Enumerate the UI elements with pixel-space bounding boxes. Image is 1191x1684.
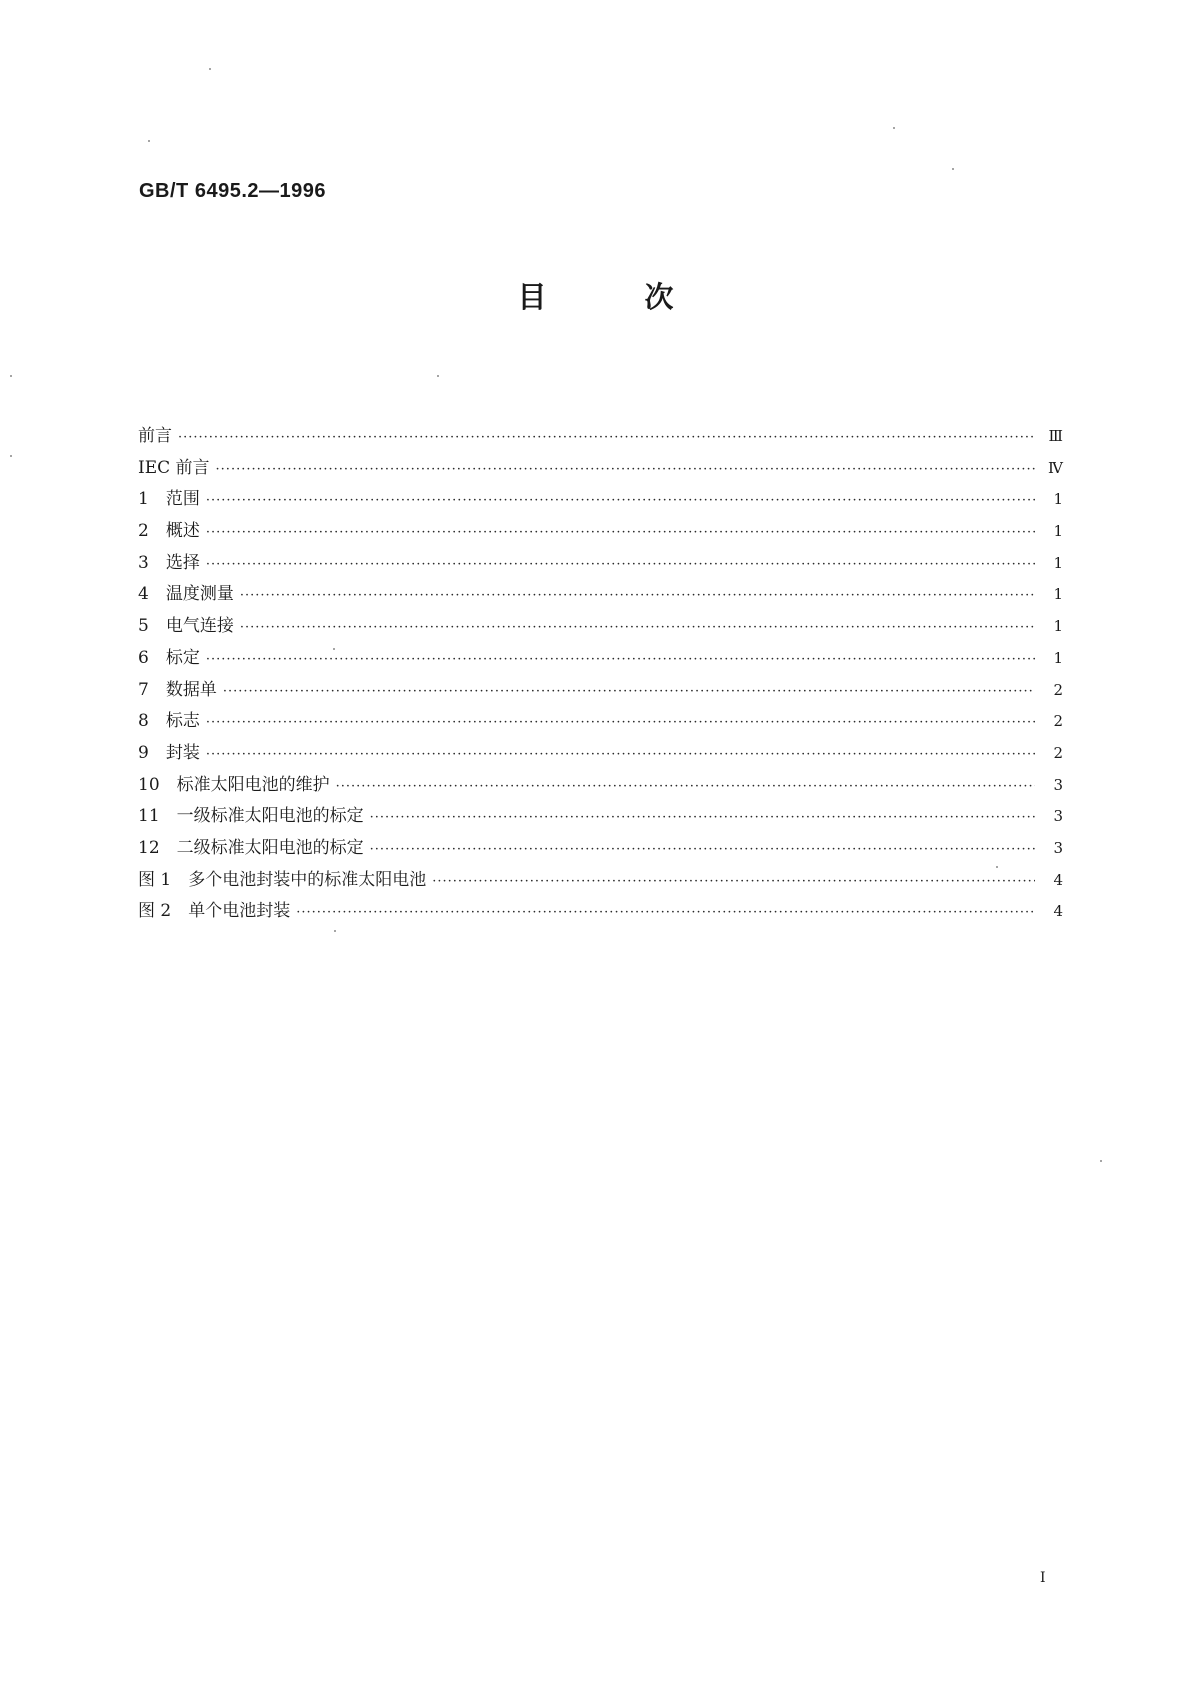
- toc-entry-label: IEC 前言: [138, 453, 216, 478]
- scan-speck: [333, 648, 335, 650]
- toc-entry-10[interactable]: [138, 770, 1063, 802]
- toc-entry-page: 2: [1053, 743, 1063, 762]
- toc-entry-page: 4: [1053, 902, 1063, 921]
- scan-speck: [996, 866, 998, 868]
- dot-leader: [240, 620, 1035, 635]
- table-of-contents: [138, 421, 1063, 928]
- toc-entry-label: 8 标志: [138, 706, 206, 731]
- toc-entry-9[interactable]: [138, 738, 1063, 770]
- toc-entry-label: 6 标定: [138, 643, 206, 668]
- toc-entry-page: 1: [1053, 553, 1063, 572]
- toc-entry-page: Ⅳ: [1048, 458, 1063, 477]
- toc-entry-label: 4 温度测量: [138, 579, 240, 604]
- toc-entry-label: 7 数据单: [138, 675, 223, 700]
- dot-leader: [206, 493, 1035, 508]
- toc-entry-page: 1: [1053, 648, 1063, 667]
- toc-entry-3[interactable]: [138, 548, 1063, 580]
- dot-leader: [336, 779, 1035, 794]
- dot-leader: [206, 525, 1035, 540]
- dot-leader: [206, 557, 1035, 572]
- toc-entry-page: Ⅲ: [1048, 427, 1063, 445]
- dot-leader: [240, 588, 1035, 603]
- document-id: GB/T 6495.2—1996: [139, 180, 326, 202]
- toc-entry-label: 9 封装: [138, 738, 206, 763]
- toc-entry-label: 12 二级标准太阳电池的标定: [138, 833, 370, 858]
- toc-entry-5[interactable]: [138, 611, 1063, 643]
- toc-entry-page: 1: [1053, 617, 1063, 636]
- dot-leader: [178, 430, 1035, 445]
- toc-entry-2[interactable]: [138, 516, 1063, 548]
- toc-entry-12[interactable]: [138, 833, 1063, 865]
- toc-entry-7[interactable]: [138, 675, 1063, 707]
- scan-speck: [334, 930, 336, 932]
- scan-speck: [1100, 1160, 1102, 1162]
- toc-entry-label: 2 概述: [138, 516, 206, 541]
- dot-leader: [206, 715, 1035, 730]
- scan-speck: [10, 455, 12, 457]
- toc-entry-11[interactable]: [138, 801, 1063, 833]
- toc-entry-4[interactable]: [138, 579, 1063, 611]
- toc-entry-page: 2: [1053, 680, 1063, 699]
- dot-leader: [223, 684, 1035, 699]
- toc-entry-label: 3 选择: [138, 548, 206, 573]
- dot-leader: [206, 747, 1035, 762]
- toc-entry-page: 3: [1053, 775, 1063, 794]
- toc-entry-iec-foreword[interactable]: [138, 453, 1063, 485]
- toc-entry-foreword[interactable]: [138, 421, 1063, 453]
- toc-entry-page: 1: [1053, 490, 1063, 509]
- toc-entry-8[interactable]: [138, 706, 1063, 738]
- page-title: 目次: [517, 280, 772, 314]
- scan-speck: [10, 375, 12, 377]
- toc-entry-label: 11 一级标准太阳电池的标定: [138, 801, 370, 826]
- toc-entry-label: 1 范围: [138, 484, 206, 509]
- page-number: I: [1040, 1570, 1046, 1586]
- toc-entry-label: 前言: [138, 421, 178, 446]
- dot-leader: [432, 874, 1035, 889]
- toc-entry-label: 图 1 多个电池封装中的标准太阳电池: [138, 865, 432, 890]
- toc-entry-page: 3: [1053, 838, 1063, 857]
- dot-leader: [296, 905, 1035, 920]
- toc-entry-figure-1[interactable]: [138, 865, 1063, 897]
- dot-leader: [370, 810, 1035, 825]
- toc-entry-label: 10 标准太阳电池的维护: [138, 770, 336, 795]
- toc-entry-label: 5 电气连接: [138, 611, 240, 636]
- toc-entry-1[interactable]: [138, 484, 1063, 516]
- scan-speck: [893, 127, 895, 129]
- scan-speck: [437, 375, 439, 377]
- scan-speck: [148, 140, 150, 142]
- toc-entry-label: 图 2 单个电池封装: [138, 896, 296, 921]
- dot-leader: [206, 652, 1035, 667]
- dot-leader: [216, 462, 1035, 477]
- scan-speck: [209, 68, 211, 70]
- scan-speck: [952, 168, 954, 170]
- toc-entry-page: 4: [1053, 870, 1063, 889]
- dot-leader: [370, 842, 1035, 857]
- toc-entry-6[interactable]: [138, 643, 1063, 675]
- toc-entry-page: 1: [1053, 585, 1063, 604]
- toc-entry-figure-2[interactable]: [138, 896, 1063, 928]
- toc-entry-page: 2: [1053, 712, 1063, 731]
- toc-entry-page: 1: [1053, 522, 1063, 541]
- toc-entry-page: 3: [1053, 807, 1063, 826]
